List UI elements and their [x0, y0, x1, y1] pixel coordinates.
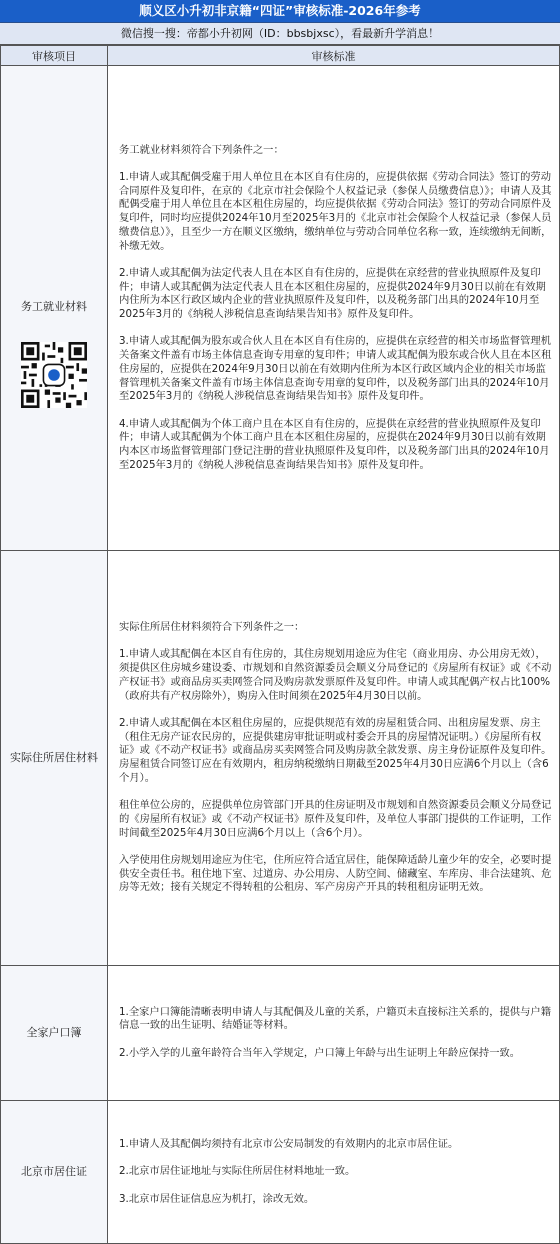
standard-household — [108, 966, 560, 1101]
qr-code-icon — [21, 342, 87, 408]
table-row — [1, 966, 560, 1101]
paragraph: 2.小学入学的儿童年龄符合当年入学规定，户口簿上年龄与出生证明上年龄应保持一致。 — [119, 1046, 521, 1059]
row-label-text: 务工就业材料 — [21, 300, 87, 314]
standard-employment — [108, 66, 560, 551]
table-row — [1, 66, 560, 551]
table-row — [1, 551, 560, 966]
header-standard: 审核标准 — [108, 46, 560, 66]
paragraph: 1.申请人或其配偶在本区自有住房的，其住房规划用途应为住宅（商业用房、办公用房无效），须提供区住房城乡建设委、市规划和自然资源委员会顺义分局登记的《房屋所有权证》或《不动产权证书》或商品房买卖网签合同及购房款发票原件及复印件。申请人或其配偶产权占比100%（政府共有产权房除外），购房入住时间须在2025年4月30日以前。 — [119, 648, 552, 702]
row-label-employment — [1, 66, 108, 551]
standard-residence — [108, 551, 560, 966]
row-label-household: 全家户口簿 — [1, 966, 108, 1101]
paragraph: 4.申请人或其配偶为个体工商户且在本区自有住房的，应提供在京经营的营业执照原件及复印件；申请人或其配偶为个体工商户且在本区租住房屋的，应提供在2024年9月30日以前有效期内本区市场监督管理部门登记注册的营业执照原件及复印件，以及税务部门出具的2024年10月至2025年3月的《纳税人涉税信息查询结果告知书》原件及复印件。 — [119, 417, 550, 471]
row-label-residence: 实际住所居住材料 — [1, 551, 108, 966]
paragraph: 务工就业材料须符合下列条件之一： — [119, 143, 284, 156]
standard-residence-permit — [108, 1101, 560, 1244]
paragraph: 入学使用住房规划用途应为住宅，住所应符合适宜居住，能保障适龄儿童少年的安全，必要时提供安全责任书。租住地下室、过道房、办公用房、人防空间、储藏室、车库房、非合法建筑、危房等无效；接有关规定不得转租的公租房、军产房房产开具的转租租房证明无效。 — [119, 853, 552, 894]
paragraph: 实际住所居住材料须符合下列条件之一： — [119, 621, 305, 633]
paragraph: 2.申请人或其配偶为法定代表人且在本区自有住房的，应提供在京经营的营业执照原件及复印件；申请人或其配偶为法定代表人且在本区租住房屋的，应提供2024年9月30日以前在有效期内住所为本区行政区域内企业的营业执照原件及复印件，以及税务部门出具的2024年10月至2025年3月的《纳税人涉税信息查询结果告知书》原件及复印件。 — [119, 266, 546, 320]
row-label-residence-permit: 北京市居住证 — [1, 1101, 108, 1244]
paragraph: 租住单位公房的，应提供单位房管部门开具的住房证明及市规划和自然资源委员会顺义分局登记的《房屋所有权证》或《不动产权证书》原件及复印件，及单位人事部门提供的工作证明，工作时间截至2025年4月30日应满6个月以上（含6个月）。 — [119, 799, 552, 839]
paragraph: 1.全家户口簿能清晰表明申请人与其配偶及儿童的关系，户籍页未直接标注关系的，提供与户籍信息一致的出生证明、结婚证等材料。 — [119, 1005, 551, 1032]
header-item: 审核项目 — [1, 46, 108, 66]
page-title: 顺义区小升初非京籍“四证”审核标准-2026年参考 — [0, 0, 560, 23]
table-row — [1, 1101, 560, 1244]
paragraph: 2.北京市居住证地址与实际住所居住材料地址一致。 — [119, 1165, 356, 1178]
paragraph: 2.申请人或其配偶在本区租住房屋的，应提供规范有效的房屋租赁合同、出租房屋发票、房主（租住无房产证农民房的，应提供建房审批证明或村委会开具的房屋情况证明。）《房屋所有权证》或《不动产权证书》或商品房买卖网签合同及购房款全款发票、房主身份证原件及复印件。房屋租赁合同签订应在有效期内，租房纳税缴纳日期截至2025年4月30日应满6个月以上（含6个月）。 — [119, 716, 552, 784]
paragraph: 1.申请人或其配偶受雇于用人单位且在本区自有住房的，应提供依据《劳动合同法》签订的劳动合同原件及复印件，在京的《北京市社会保险个人权益记录（参保人员缴费信息）》；申请人及其配偶受雇于用人单位且在本区租住房屋的，均应提供依据《劳动合同法》签订的劳动合同原件及复印件，同时均应提供2024年10月至2025年3月的《北京市社会保险个人权益记录（参保人员缴费信息）》，且至少一方在顺义区缴纳，缴纳单位与劳动合同单位名称一致，连续缴纳无间断，补缴无效。 — [119, 170, 552, 252]
wechat-notice: 微信搜一搜：帝都小升初网（ID：bbsbjxsc），看最新升学消息！ — [0, 23, 560, 45]
paragraph: 1.申请人及其配偶均须持有北京市公安局制发的有效期内的北京市居住证。 — [119, 1137, 459, 1150]
paragraph: 3.北京市居住证信息应为机打，涂改无效。 — [119, 1192, 315, 1205]
review-standards-table — [0, 45, 560, 1244]
paragraph: 3.申请人或其配偶为股东或合伙人且在本区自有住房的，应提供在京经营的相关市场监督管理机关备案文件盖有市场主体信息查询专用章的复印件；申请人或其配偶为股东或合伙人且在本区租住房屋的，应提供在2024年9月30日以前在有效期内住所为本区行政区域内企业的相关市场监督管理机关备案文件盖有市场主体信息查询专用章的复印件，以及税务部门出具的2024年10月至2025年3月的《纳税人涉税信息查询结果告知书》原件及复印件。 — [119, 335, 552, 403]
table-header-row — [1, 46, 560, 66]
